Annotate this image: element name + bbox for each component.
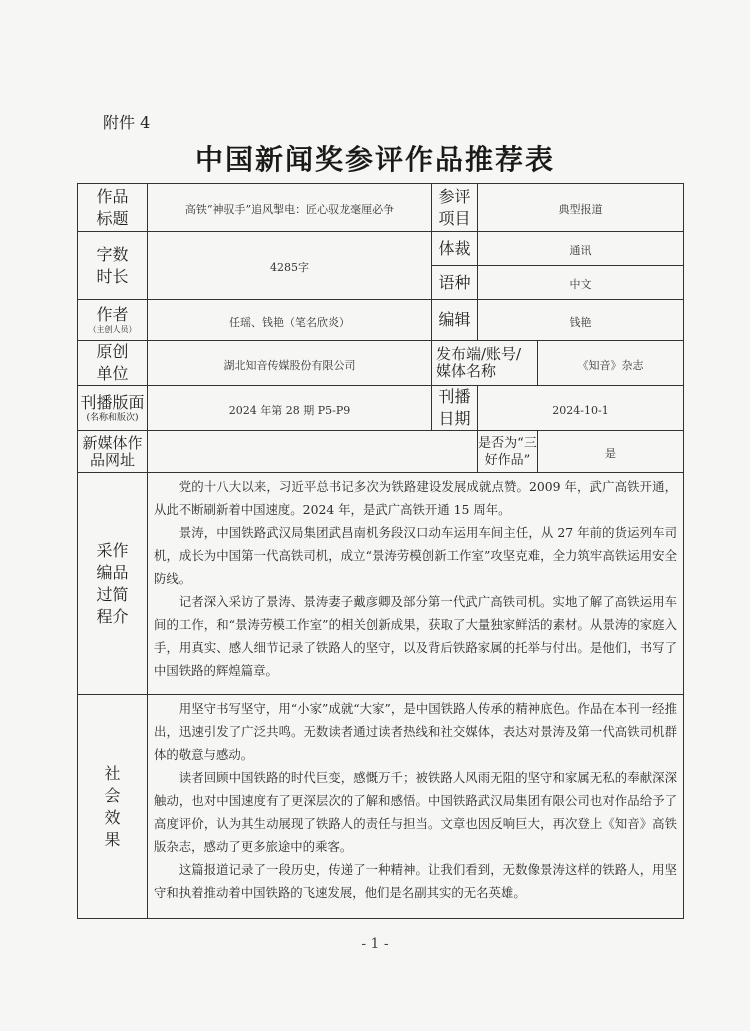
url-label-cell bbox=[78, 431, 148, 473]
author-sublabel: （主创人员） bbox=[88, 325, 137, 334]
process-text-cell bbox=[148, 473, 684, 695]
author-value: 任瑶、钱艳（笔名欣炎） bbox=[229, 315, 350, 329]
category-cell bbox=[478, 184, 684, 232]
row-process bbox=[78, 473, 684, 695]
org-label-cell bbox=[78, 341, 148, 386]
category-value: 典型报道 bbox=[558, 203, 603, 216]
row-layout bbox=[78, 386, 684, 431]
word-count-value: 4285字 bbox=[270, 261, 309, 274]
language-value: 中文 bbox=[569, 278, 592, 291]
language-label-cell bbox=[432, 266, 478, 300]
row-effect bbox=[78, 695, 684, 919]
genre-label-cell bbox=[432, 232, 478, 266]
effect-paragraph: 用坚守书写坚守，用“小家”成就“大家”，是中国铁路人传承的精神底色。作品在本刊一经推出，迅速引发了广泛共鸣。无数读者通过读者热线和社交媒体，表达对景涛及第一代高铁司机群体的敬意与感动。 bbox=[154, 701, 677, 762]
genre-label: 体裁 bbox=[438, 238, 471, 258]
layout-cell bbox=[148, 386, 432, 431]
genre-value: 通讯 bbox=[569, 244, 592, 257]
three-good-cell bbox=[538, 431, 684, 473]
language-label: 语种 bbox=[438, 272, 471, 292]
date-label-cell bbox=[432, 386, 478, 431]
layout-label: 刊播版面 bbox=[80, 393, 145, 412]
effect-paragraph: 读者回顾中国铁路的时代巨变，感慨万千；被铁路人风雨无阻的坚守和家属无私的奉献深深触动，也对中国速度有了更深层次的了解和感悟。中国铁路武汉局集团有限公司也对作品给予了高度评价，认为其生动展现了铁路人的责任与担当。文章也因反响巨大，再次登上《知音》高铁版杂志，感动了更多旅途中的乘客。 bbox=[154, 770, 677, 854]
url-cell bbox=[148, 431, 478, 473]
row-org bbox=[78, 341, 684, 386]
row-wordcount-genre bbox=[78, 232, 684, 266]
word-count-cell bbox=[148, 232, 432, 300]
document-title: 中国新闻奖参评作品推荐表 bbox=[194, 143, 555, 176]
three-good-label-cell bbox=[478, 431, 538, 473]
editor-cell bbox=[478, 300, 684, 341]
process-paragraph: 党的十八大以来，习近平总书记多次为铁路建设发展成就点赞。2009 年，武广高铁开通，从此不断刷新着中国速度。2024 年，是武广高铁开通 15 周年。 bbox=[154, 479, 677, 517]
attachment-label: 附件 4 bbox=[103, 113, 151, 132]
org-cell bbox=[148, 341, 432, 386]
row-author bbox=[78, 300, 684, 341]
publisher-label: 发布端/账号/媒体名称 bbox=[436, 345, 522, 380]
category-label: 参评项目 bbox=[438, 186, 471, 228]
process-label-cell bbox=[78, 473, 148, 695]
work-title-label: 作品标题 bbox=[96, 186, 129, 228]
layout-sublabel: (名称和版次) bbox=[86, 413, 139, 423]
date-value: 2024-10-1 bbox=[552, 403, 609, 417]
genre-cell bbox=[478, 232, 684, 266]
work-title-label-cell bbox=[78, 184, 148, 232]
author-label-cell bbox=[78, 300, 148, 341]
effect-label-cell bbox=[78, 695, 148, 919]
org-value: 湖北知音传媒股份有限公司 bbox=[223, 358, 356, 372]
work-title-cell bbox=[148, 184, 432, 232]
row-title bbox=[78, 184, 684, 232]
editor-label: 编辑 bbox=[438, 310, 471, 329]
effect-paragraph: 这篇报道记录了一段历史，传递了一种精神。让我们看到，无数像景涛这样的铁路人，用坚守和执着推动着中国铁路的飞速发展，他们是名副其实的无名英雄。 bbox=[154, 862, 677, 900]
author-label: 作者 bbox=[96, 305, 129, 324]
effect-text-cell bbox=[148, 695, 684, 919]
layout-label-cell bbox=[78, 386, 148, 431]
date-cell bbox=[478, 386, 684, 431]
process-paragraph: 记者深入采访了景涛、景涛妻子戴彦卿及部分第一代武广高铁司机。实地了解了高铁运用车间的工作，和“景涛劳模工作室”的相关创新成果，获取了大量独家鲜活的素材。从景涛的家庭入手，用真实、感人细节记录了铁路人的坚守，以及背后铁路家属的托举与付出。是他们，书写了中国铁路的辉煌篇章。 bbox=[154, 594, 677, 678]
org-label: 原创单位 bbox=[96, 342, 129, 383]
category-label-cell bbox=[432, 184, 478, 232]
process-label: 采作编品过简程介 bbox=[96, 540, 129, 626]
recommendation-form-table bbox=[77, 183, 684, 919]
three-good-label: 是否为“三好作品” bbox=[478, 435, 537, 468]
url-label: 新媒体作品网址 bbox=[82, 433, 143, 469]
process-paragraph: 景涛，中国铁路武汉局集团武昌南机务段汉口动车运用车间主任，从 27 年前的货运列车司机，成长为中国第一代高铁司机，成立“景涛劳模创新工作室”攻坚克难，全力筑牢高铁运用安全防线。 bbox=[154, 525, 677, 586]
three-good-value: 是 bbox=[605, 447, 616, 460]
publisher-value: 《知音》杂志 bbox=[577, 358, 644, 372]
word-count-label-cell bbox=[78, 232, 148, 300]
word-count-label: 字数时长 bbox=[96, 244, 129, 286]
editor-value: 钱艳 bbox=[569, 315, 592, 329]
language-cell bbox=[478, 266, 684, 300]
date-label: 刊播日期 bbox=[438, 387, 471, 428]
layout-value: 2024 年第 28 期 P5-P9 bbox=[228, 403, 351, 417]
page-number: - 1 - bbox=[361, 936, 389, 952]
publisher-label-cell bbox=[432, 341, 538, 386]
author-cell bbox=[148, 300, 432, 341]
publisher-cell bbox=[538, 341, 684, 386]
row-url bbox=[78, 431, 684, 473]
effect-label: 社会效果 bbox=[104, 763, 121, 849]
editor-label-cell bbox=[432, 300, 478, 341]
work-title-value: 高铁“神驭手”追风掣电：匠心驭龙毫厘必争 bbox=[184, 203, 395, 216]
